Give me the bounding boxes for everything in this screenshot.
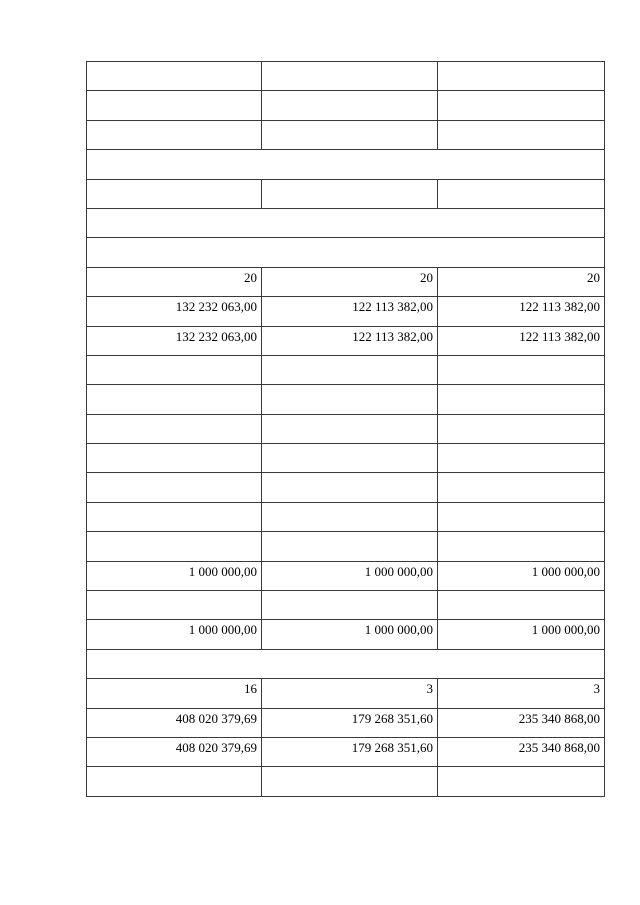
table-cell-col-1 [87, 120, 262, 149]
table-row [87, 62, 605, 91]
data-table [86, 61, 605, 797]
table-cell-col-3: 235 340 868,00 [438, 708, 605, 737]
table-row [87, 267, 605, 296]
table-cell-col-2 [262, 91, 438, 120]
table-cell-col-3 [438, 179, 605, 208]
table-cell-col-1 [87, 532, 262, 561]
table-cell-col-2: 3 [262, 679, 438, 708]
table-section-cell [87, 150, 605, 179]
table-cell-col-1: 408 020 379,69 [87, 737, 262, 766]
table-cell-col-3 [438, 385, 605, 414]
table-cell-col-3: 122 113 382,00 [438, 297, 605, 326]
table-cell-col-2 [262, 62, 438, 91]
table-row [87, 297, 605, 326]
table-section-cell [87, 208, 605, 237]
table-section-cell [87, 238, 605, 267]
table-row [87, 120, 605, 149]
table-row [87, 444, 605, 473]
table-cell-col-1 [87, 355, 262, 384]
table-cell-col-2 [262, 532, 438, 561]
table-cell-col-1 [87, 62, 262, 91]
table-cell-col-2: 179 268 351,60 [262, 708, 438, 737]
table-cell-col-1: 132 232 063,00 [87, 326, 262, 355]
table-cell-col-2 [262, 120, 438, 149]
table-section-cell [87, 649, 605, 678]
table-cell-col-1 [87, 179, 262, 208]
table-cell-col-3 [438, 62, 605, 91]
table-row [87, 737, 605, 766]
table-cell-col-1: 1 000 000,00 [87, 620, 262, 649]
table-row [87, 150, 605, 179]
table-cell-col-1 [87, 414, 262, 443]
table-cell-col-3: 20 [438, 267, 605, 296]
table-cell-col-2 [262, 385, 438, 414]
table-cell-col-2: 1 000 000,00 [262, 620, 438, 649]
table-row [87, 414, 605, 443]
table-cell-col-3: 3 [438, 679, 605, 708]
table-row [87, 532, 605, 561]
table-cell-col-2 [262, 355, 438, 384]
table-cell-col-2 [262, 444, 438, 473]
table-row [87, 179, 605, 208]
table-cell-col-3 [438, 532, 605, 561]
table-row [87, 238, 605, 267]
table-cell-col-1: 16 [87, 679, 262, 708]
table-row [87, 91, 605, 120]
table-cell-col-1 [87, 385, 262, 414]
table-row [87, 208, 605, 237]
table-cell-col-3 [438, 414, 605, 443]
table-cell-col-3: 1 000 000,00 [438, 561, 605, 590]
table-row [87, 649, 605, 678]
table-cell-col-3: 235 340 868,00 [438, 737, 605, 766]
table-row [87, 620, 605, 649]
table-row [87, 561, 605, 590]
table-cell-col-3 [438, 91, 605, 120]
table-cell-col-2: 122 113 382,00 [262, 297, 438, 326]
table-row [87, 385, 605, 414]
table-cell-col-3 [438, 767, 605, 796]
table-row [87, 473, 605, 502]
table-cell-col-1 [87, 767, 262, 796]
table-cell-col-1 [87, 591, 262, 620]
table-cell-col-2 [262, 473, 438, 502]
table-cell-col-1 [87, 91, 262, 120]
table-row [87, 679, 605, 708]
table-cell-col-1: 1 000 000,00 [87, 561, 262, 590]
table-cell-col-2 [262, 591, 438, 620]
table-cell-col-1 [87, 444, 262, 473]
table-cell-col-2 [262, 502, 438, 531]
table-row [87, 767, 605, 796]
table-cell-col-2: 1 000 000,00 [262, 561, 438, 590]
table-cell-col-2 [262, 179, 438, 208]
table-cell-col-1: 20 [87, 267, 262, 296]
table-cell-col-3 [438, 355, 605, 384]
table-cell-col-1 [87, 473, 262, 502]
table-cell-col-2 [262, 414, 438, 443]
table-body [87, 62, 605, 797]
table-cell-col-3 [438, 502, 605, 531]
table-cell-col-3 [438, 591, 605, 620]
table-cell-col-3 [438, 120, 605, 149]
table-cell-col-2 [262, 767, 438, 796]
table-cell-col-3: 1 000 000,00 [438, 620, 605, 649]
table-row [87, 591, 605, 620]
table-cell-col-1 [87, 502, 262, 531]
table-cell-col-3 [438, 444, 605, 473]
table-row [87, 708, 605, 737]
table-cell-col-3: 122 113 382,00 [438, 326, 605, 355]
table-cell-col-1: 408 020 379,69 [87, 708, 262, 737]
table-cell-col-2: 20 [262, 267, 438, 296]
table-row [87, 502, 605, 531]
table-cell-col-3 [438, 473, 605, 502]
table-cell-col-2: 122 113 382,00 [262, 326, 438, 355]
table-row [87, 326, 605, 355]
table-cell-col-2: 179 268 351,60 [262, 737, 438, 766]
table-row [87, 355, 605, 384]
table-cell-col-1: 132 232 063,00 [87, 297, 262, 326]
